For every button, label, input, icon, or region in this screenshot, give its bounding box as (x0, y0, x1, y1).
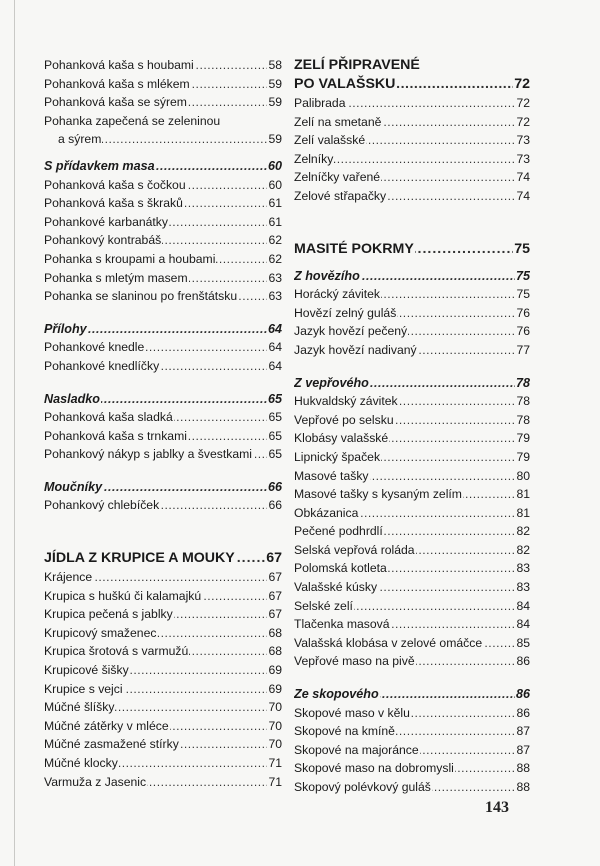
chapter-page: 72 (514, 76, 530, 92)
chapter-page: 75 (514, 240, 530, 257)
toc-entry-title: ..... Krupicový smaženec (44, 624, 157, 643)
toc-entry-page: 79 (515, 448, 530, 467)
toc-entry-title: ..... Horácký závitek (294, 285, 381, 304)
chapter-title: ZELÍ PŘIPRAVENÉ (294, 57, 420, 73)
toc-entry-title: ..... Pohankový nákyp s jablky a švestkami (44, 445, 253, 464)
toc-entry-page: 72 (515, 94, 530, 113)
toc-entry (44, 112, 282, 149)
toc-entry-title: ..... Pohanková kaša s trnkami (44, 427, 188, 446)
toc-entry (44, 568, 282, 587)
toc-entry (294, 704, 530, 723)
toc-entry-page: 82 (515, 522, 530, 541)
toc-entry-title: ..... Jazyk hovězí pečený (294, 322, 408, 341)
toc-entry-page: 77 (515, 341, 530, 360)
toc-entry (294, 467, 530, 486)
toc-entry-page: 85 (515, 634, 530, 653)
toc-entry-title: ..... Hukvaldský závitek (294, 392, 399, 411)
toc-entry-page: 78 (515, 392, 530, 411)
toc-entry-page: 73 (515, 150, 530, 169)
toc-entry-page: 65 (267, 445, 282, 464)
toc-entry-page: 71 (267, 773, 282, 792)
toc-entry (294, 485, 530, 504)
toc-entry (44, 93, 282, 112)
entry-group (294, 392, 530, 671)
page-edge (14, 0, 15, 866)
toc-entry (44, 642, 282, 661)
toc-entry-title: ..... Tlačenka masová (294, 615, 391, 634)
toc-entry-title: ..... Vepřové maso na pivě (294, 652, 416, 671)
toc-entry (294, 94, 530, 113)
toc-entry (294, 187, 530, 206)
toc-entry (44, 250, 282, 269)
toc-entry-title: ..... Lipnický špaček (294, 448, 381, 467)
toc-entry (44, 338, 282, 357)
toc-entry-title: ..... Pohanka s mletým masem (44, 269, 189, 288)
toc-entry (294, 652, 530, 671)
section-page: 65 (267, 390, 282, 409)
toc-entry (44, 287, 282, 306)
toc-entry-title: ..... Klobásy valašské (294, 429, 389, 448)
toc-entry (44, 408, 282, 427)
toc-entry-title: ..... Pohanková kaša se sýrem (44, 93, 188, 112)
toc-entry (294, 168, 530, 187)
toc-entry-title: ..... Krájence (44, 568, 93, 587)
toc-entry-page: 87 (515, 722, 530, 741)
toc-entry (294, 448, 530, 467)
toc-entry (44, 754, 282, 773)
toc-entry-page: 74 (515, 187, 530, 206)
toc-entry-title: ..... Pohanková kaša s škraků (44, 194, 184, 213)
toc-entry (294, 429, 530, 448)
toc-entry-title: ..... Skopový polévkový guláš (294, 778, 432, 797)
toc-entry-page: 86 (515, 652, 530, 671)
toc-entry (44, 661, 282, 680)
toc-entry-title: ..... Pohanková kaša s houbami (44, 56, 195, 75)
section-heading (294, 374, 530, 393)
toc-entry-page: 83 (515, 559, 530, 578)
toc-entry-page: 75 (515, 285, 530, 304)
toc-entry-title: ..... Skopové maso na dobromysli (294, 759, 455, 778)
toc-entry (44, 75, 282, 94)
toc-entry-title-cont: ..... a sýrem (58, 130, 102, 149)
toc-entry-title: ..... Pohanková kaša s mlékem (44, 75, 191, 94)
toc-entry-title: ..... Selské zelí (294, 597, 354, 616)
toc-entry (44, 427, 282, 446)
section-heading (44, 390, 282, 409)
toc-entry-page: 59 (267, 130, 282, 149)
toc-entry (44, 605, 282, 624)
toc-entry-title: ..... Krupice s vejci (44, 680, 124, 699)
toc-entry-title: ..... Skopové na kmíně (294, 722, 396, 741)
toc-entry-page: 59 (267, 93, 282, 112)
section-page: 64 (267, 320, 282, 339)
toc-entry (294, 597, 530, 616)
toc-entry-title: ..... Varmuža z Jasenic (44, 773, 147, 792)
toc-entry-page: 84 (515, 615, 530, 634)
toc-entry (294, 411, 530, 430)
toc-entry (294, 304, 530, 323)
toc-entry-title: ..... Múčné zátěrky v mléce (44, 717, 170, 736)
toc-entry-page: 68 (267, 624, 282, 643)
toc-entry-title: ..... Múčné zasmažené stírky (44, 735, 180, 754)
toc-entry-title: ..... Krupicové šišky (44, 661, 130, 680)
toc-entry-title: ..... Selská vepřová roláda (294, 541, 416, 560)
toc-entry-title: ..... Zelníčky vařené (294, 168, 381, 187)
chapter-page: 67 (266, 550, 282, 567)
toc-entry (294, 578, 530, 597)
toc-entry (294, 322, 530, 341)
toc-entry-page: 82 (515, 541, 530, 560)
toc-entry-title: ..... Pohanka s kroupami a houbami (44, 250, 216, 269)
chapter-heading (294, 240, 530, 259)
toc-entry-title: ..... Pohanková kaša s čočkou (44, 176, 187, 195)
toc-entry (294, 131, 530, 150)
section-page: 75 (515, 267, 530, 286)
toc-entry (294, 341, 530, 360)
entry-group (294, 285, 530, 359)
toc-entry (44, 194, 282, 213)
toc-entry-page: 67 (267, 605, 282, 624)
toc-entry-page: 83 (515, 578, 530, 597)
toc-entry-title: ..... Vepřové po selsku (294, 411, 395, 430)
toc-entry (44, 717, 282, 736)
toc-entry-title: ..... Masové tašky (294, 467, 370, 486)
toc-entry-page: 61 (267, 213, 282, 232)
toc-entry-page: 70 (267, 735, 282, 754)
toc-entry (294, 392, 530, 411)
toc-entry (294, 741, 530, 760)
toc-entry-title: ..... Pohankový chlebíček (44, 496, 160, 515)
toc-entry (294, 541, 530, 560)
section-title: ..... Ze skopového (294, 685, 380, 704)
toc-entry-title: ..... Múčné šlíšky (44, 698, 115, 717)
toc-entry-title: ..... Pohanková kaša sladká (44, 408, 174, 427)
toc-entry-title: ..... Múčné klocky (44, 754, 119, 773)
section-title: ..... Moučníky (44, 478, 103, 497)
toc-entry-title: ..... Zelí na smetaně (294, 113, 382, 132)
chapter-title-cont: ..... PO VALAŠSKU (294, 76, 396, 92)
toc-entry-page: 63 (267, 269, 282, 288)
toc-entry (44, 357, 282, 376)
toc-entry-title: ..... Pohankové karbanátky (44, 213, 169, 232)
toc-entry (44, 587, 282, 606)
toc-entry-title: ..... Valašská klobása v zelové omáčce (294, 634, 483, 653)
toc-entry-title: ..... Jazyk hovězí nadivaný (294, 341, 418, 360)
toc-entry-page: 64 (267, 357, 282, 376)
toc-entry-page: 65 (267, 408, 282, 427)
toc-entry-title: ..... Pečené podhrdlí (294, 522, 384, 541)
toc-entry-title: ..... Krupica pečená s jablky (44, 605, 174, 624)
toc-entry-page: 76 (515, 304, 530, 323)
chapter-heading (294, 56, 530, 94)
entry-group (44, 568, 282, 791)
toc-entry-page: 70 (267, 717, 282, 736)
entry-group (44, 408, 282, 464)
toc-entry-page: 80 (515, 467, 530, 486)
entry-group (44, 338, 282, 375)
toc-entry (44, 445, 282, 464)
entry-group (294, 704, 530, 797)
toc-entry-page: 58 (267, 56, 282, 75)
toc-entry (294, 615, 530, 634)
toc-entry-title: ..... Pohankové knedlíčky (44, 357, 160, 376)
toc-entry (44, 269, 282, 288)
section-page: 66 (267, 478, 282, 497)
toc-entry-title: ..... Valašské kúsky (294, 578, 378, 597)
toc-entry-page: 73 (515, 131, 530, 150)
section-title: ..... Nasladko (44, 390, 101, 409)
toc-entry-title: ..... Pohanka se slaninou po frenštátsku (44, 287, 238, 306)
toc-entry-page: 86 (515, 704, 530, 723)
toc-entry (294, 634, 530, 653)
toc-entry-title: ..... Pohankový kontrabáš (44, 231, 162, 250)
toc-entry-title: ..... Masové tašky s kysaným zelím (294, 485, 463, 504)
toc-right-column (294, 56, 530, 797)
section-page: 86 (515, 685, 530, 704)
toc-entry (294, 722, 530, 741)
toc-entry (294, 759, 530, 778)
toc-entry-page: 67 (267, 568, 282, 587)
toc-entry-page: 88 (515, 778, 530, 797)
toc-entry-page: 81 (515, 485, 530, 504)
toc-entry-page: 70 (267, 698, 282, 717)
toc-entry (294, 113, 530, 132)
toc-entry-title: ..... Krupica šrotová s varmužú (44, 642, 189, 661)
toc-entry-page: 63 (267, 287, 282, 306)
toc-entry-page: 81 (515, 504, 530, 523)
section-page: 60 (267, 157, 282, 176)
section-heading (44, 320, 282, 339)
entry-group (44, 496, 282, 515)
toc-entry-page: 71 (267, 754, 282, 773)
toc-entry (44, 624, 282, 643)
toc-entry-page: 72 (515, 113, 530, 132)
toc-entry-page: 84 (515, 597, 530, 616)
toc-entry-page: 59 (267, 75, 282, 94)
toc-entry-page: 69 (267, 661, 282, 680)
entry-group (44, 56, 282, 112)
toc-entry-title: ..... Hovězí zelný guláš (294, 304, 397, 323)
entry-group (44, 176, 282, 306)
toc-entry-page: 62 (267, 231, 282, 250)
toc-left-column (44, 56, 282, 791)
toc-entry (294, 150, 530, 169)
toc-entry-page: 67 (267, 587, 282, 606)
toc-entry (44, 698, 282, 717)
chapter-heading (44, 549, 282, 568)
section-heading (294, 267, 530, 286)
chapter-title: ..... MASITÉ POKRMY (294, 240, 414, 257)
toc-entry-page: 62 (267, 250, 282, 269)
toc-entry (44, 735, 282, 754)
section-heading (44, 157, 282, 176)
toc-entry (294, 559, 530, 578)
toc-entry-title: ..... Zelové střapačky (294, 187, 387, 206)
toc-entry-page: 68 (267, 642, 282, 661)
toc-entry (44, 56, 282, 75)
section-title: ..... Z vepřového (294, 374, 370, 393)
toc-entry-title: ..... Skopové na majoránce (294, 741, 420, 760)
toc-entry-title: ..... Skopové maso v kělu (294, 704, 411, 723)
toc-entry-title: ..... Krupica s huškú či kalamajkú (44, 587, 202, 606)
toc-entry (294, 778, 530, 797)
toc-entry-page: 69 (267, 680, 282, 699)
toc-entry-page: 61 (267, 194, 282, 213)
toc-entry-page: 76 (515, 322, 530, 341)
toc-entry-title: ..... Obkázanica (294, 504, 359, 523)
toc-entry-title: ..... Zelí valašské (294, 131, 366, 150)
section-heading (294, 685, 530, 704)
toc-entry-title: ..... Palibrada (294, 94, 347, 113)
page-number: 143 (485, 799, 509, 816)
toc-entry (44, 773, 282, 792)
toc-entry-page: 64 (267, 338, 282, 357)
section-title: ..... S přídavkem masa (44, 157, 156, 176)
section-title: ..... Přílohy (44, 320, 88, 339)
toc-entry-page: 87 (515, 741, 530, 760)
section-title: ..... Z hovězího (294, 267, 361, 286)
toc-entry (294, 522, 530, 541)
toc-entry-page: 74 (515, 168, 530, 187)
toc-entry-title: Pohanka zapečená se zeleninou (44, 113, 221, 128)
toc-entry (44, 496, 282, 515)
toc-entry (294, 504, 530, 523)
toc-entry-page: 60 (267, 176, 282, 195)
toc-entry (294, 285, 530, 304)
section-page: 78 (515, 374, 530, 393)
toc-entry-title: ..... Zelníky (294, 150, 334, 169)
toc-entry (44, 213, 282, 232)
toc-entry-page: 88 (515, 759, 530, 778)
toc-entry-page: 79 (515, 429, 530, 448)
toc-entry (44, 231, 282, 250)
toc-entry (44, 176, 282, 195)
toc-entry-page: 78 (515, 411, 530, 430)
section-heading (44, 478, 282, 497)
toc-entry-title: ..... Polomská kotleta (294, 559, 388, 578)
toc-entry-title: ..... Pohankové knedle (44, 338, 145, 357)
toc-entry (44, 680, 282, 699)
entry-group (294, 94, 530, 206)
toc-entry-page: 66 (267, 496, 282, 515)
chapter-title: ..... JÍDLA Z KRUPICE A MOUKY (44, 550, 235, 567)
toc-entry-page: 65 (267, 427, 282, 446)
